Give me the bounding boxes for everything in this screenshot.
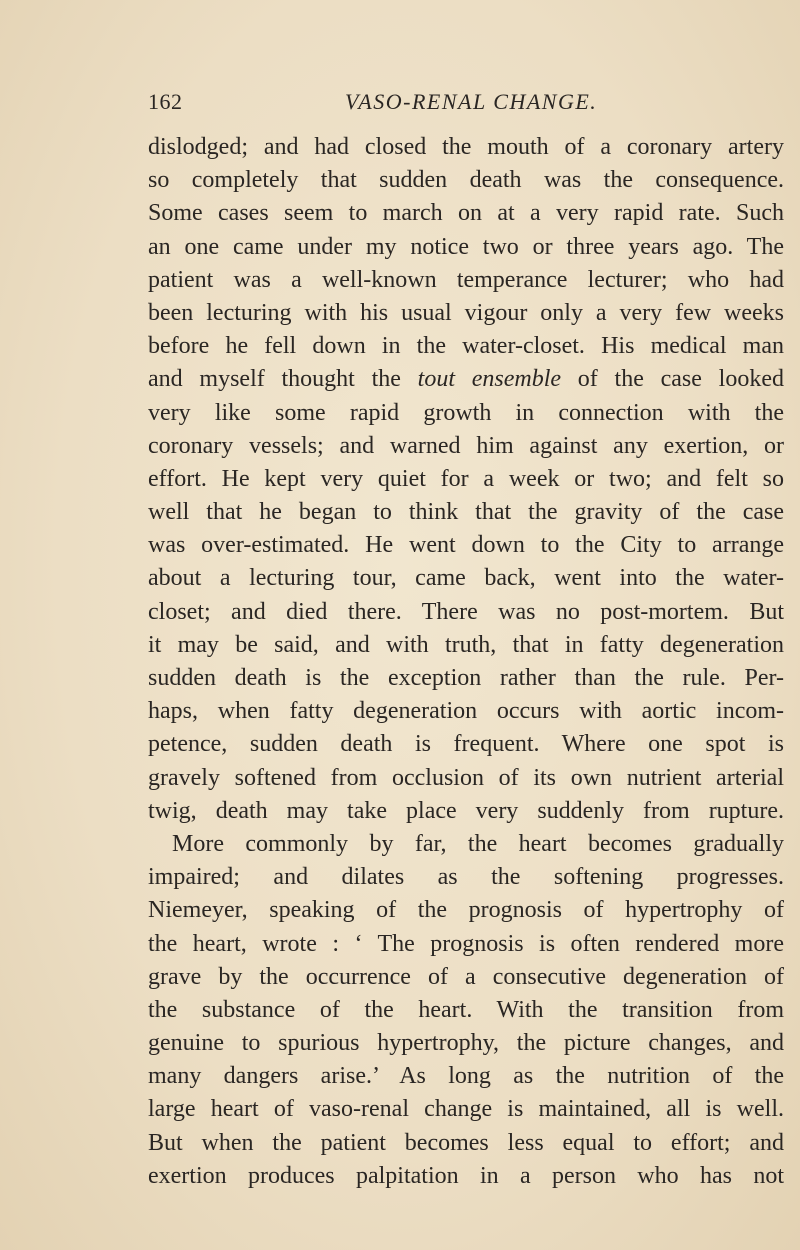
body-text bbox=[148, 131, 784, 1193]
text-line: impaired; and dilates as the softening progresses. bbox=[148, 864, 784, 891]
page-number: 162 bbox=[148, 89, 183, 114]
text-line: before he fell down in the water-closet. His medical man bbox=[148, 333, 784, 360]
text-line: about a lecturing tour, came back, went into the water- bbox=[148, 565, 784, 592]
book-page bbox=[148, 88, 788, 1193]
text-line: closet; and died there. There was no post-mortem. But bbox=[148, 598, 784, 625]
text-line: exertion produces palpitation in a person who has not bbox=[148, 1162, 784, 1189]
text-line: the heart, wrote : ‘ The prognosis is often rendered more bbox=[148, 930, 784, 957]
text-line bbox=[148, 363, 784, 396]
text-line: Niemeyer, speaking of the prognosis of hypertrophy of bbox=[148, 897, 784, 924]
text-line: large heart of vaso-renal change is maintained, all is well. bbox=[148, 1096, 784, 1123]
text-line: haps, when fatty degeneration occurs with aortic incom- bbox=[148, 698, 784, 725]
text-line: coronary vessels; and warned him against any exertion, or bbox=[148, 432, 784, 459]
text-segment: of the case looked bbox=[561, 366, 784, 393]
text-line: so completely that sudden death was the consequence. bbox=[148, 167, 784, 194]
text-line: petence, sudden death is frequent. Where one spot is bbox=[148, 731, 784, 758]
text-line: effort. He kept very quiet for a week or two; and felt so bbox=[148, 465, 784, 492]
text-line: grave by the occurrence of a consecutive degeneration of bbox=[148, 963, 784, 990]
text-line: Some cases seem to march on at a very rapid rate. Such bbox=[148, 200, 784, 227]
text-line: very like some rapid growth in connection with the bbox=[148, 399, 784, 426]
paragraph-start-line: More commonly by far, the heart becomes gradually bbox=[172, 830, 784, 857]
text-line: patient was a well-known temperance lecturer; who had bbox=[148, 266, 784, 293]
text-line: the substance of the heart. With the transition from bbox=[148, 996, 784, 1023]
running-title: VASO-RENAL CHANGE. bbox=[345, 89, 598, 114]
text-line: dislodged; and had closed the mouth of a coronary artery bbox=[148, 134, 784, 160]
text-line: it may be said, and with truth, that in fatty degeneration bbox=[148, 631, 784, 658]
text-line: twig, death may take place very suddenly from rupture. bbox=[148, 797, 784, 824]
text-segment: and myself thought the bbox=[148, 366, 418, 393]
text-line: many dangers arise.’ As long as the nutrition of the bbox=[148, 1063, 784, 1090]
text-line: sudden death is the exception rather than the rule. Per- bbox=[148, 665, 784, 691]
text-line: gravely softened from occlusion of its own nutrient arterial bbox=[148, 764, 784, 791]
running-head bbox=[148, 88, 788, 122]
text-line: been lecturing with his usual vigour only a very few weeks bbox=[148, 299, 784, 326]
text-line: well that he began to think that the gravity of the case bbox=[148, 499, 784, 526]
text-line: was over-estimated. He went down to the City to arrange bbox=[148, 532, 784, 559]
text-line: But when the patient becomes less equal to effort; and bbox=[148, 1129, 784, 1156]
text-line: genuine to spurious hypertrophy, the picture changes, and bbox=[148, 1030, 784, 1057]
italic-phrase: tout ensemble bbox=[417, 366, 562, 393]
text-line: an one came under my notice two or three years ago. The bbox=[148, 233, 784, 260]
